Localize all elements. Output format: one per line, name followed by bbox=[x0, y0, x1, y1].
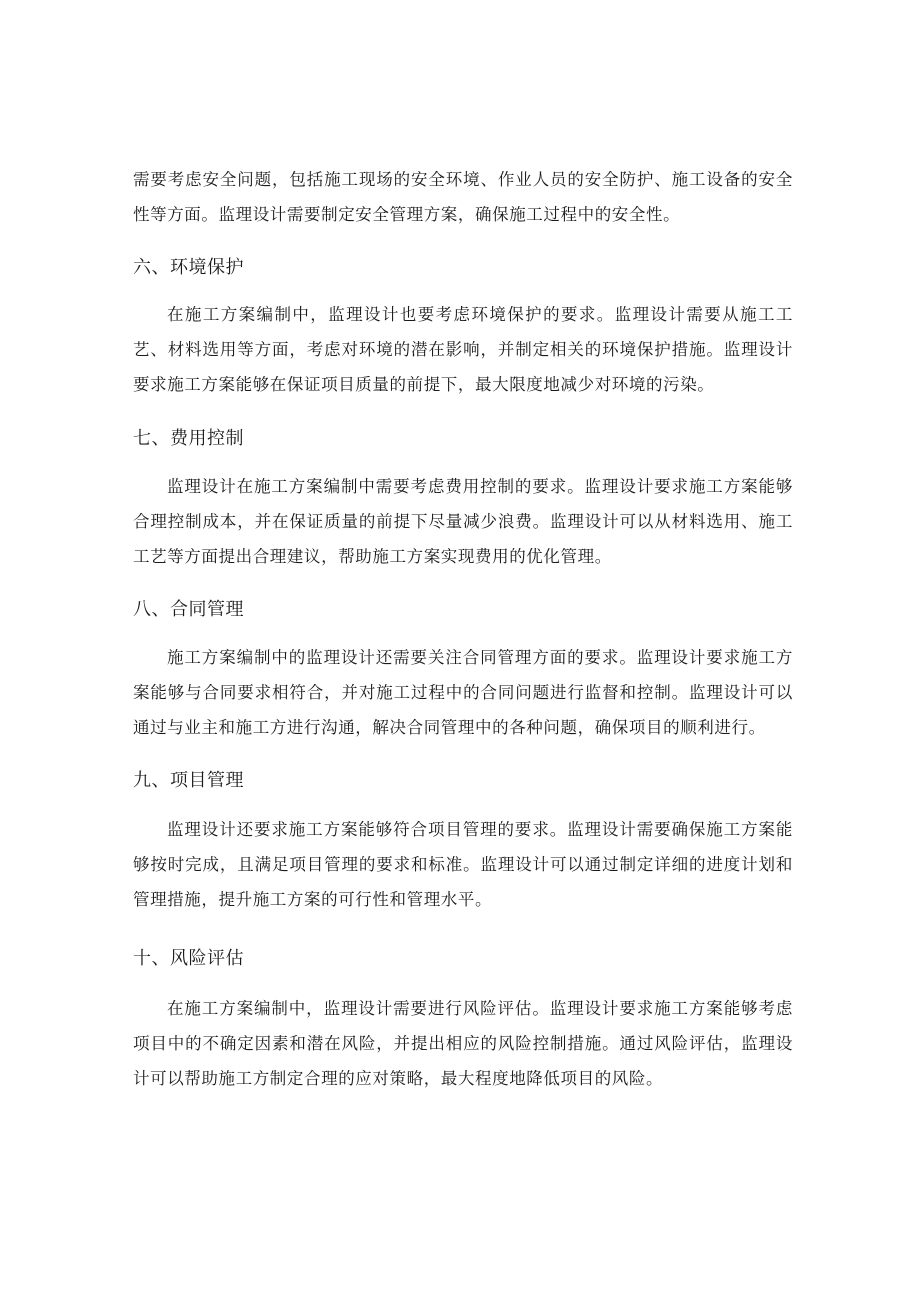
heading-project-management: 九、项目管理 bbox=[133, 770, 244, 791]
heading-contract-management: 八、合同管理 bbox=[133, 599, 244, 620]
heading-environment-protection: 六、环境保护 bbox=[133, 257, 244, 278]
paragraph-project-management: 监理设计还要求施工方案能够符合项目管理的要求。监理设计需要确保施工方案能够按时完成，且满足项目管理的要求和标准。监理设计可以通过制定详细的进度计划和管理措施，提升施工方案的可行性和管理水平。 bbox=[133, 820, 793, 909]
paragraph-environment-protection: 在施工方案编制中，监理设计也要考虑环境保护的要求。监理设计需要从施工工艺、材料选用等方面，考虑对环境的潜在影响，并制定相关的环境保护措施。监理设计要求施工方案能够在保证项目质量的前提下，最大限度地减少对环境的污染。 bbox=[133, 305, 793, 394]
paragraph-cost-control: 监理设计在施工方案编制中需要考虑费用控制的要求。监理设计要求施工方案能够合理控制成本，并在保证质量的前提下尽量减少浪费。监理设计可以从材料选用、施工工艺等方面提出合理建议，帮助施工方案实现费用的优化管理。 bbox=[133, 477, 793, 566]
heading-risk-assessment: 十、风险评估 bbox=[133, 948, 244, 969]
heading-cost-control: 七、费用控制 bbox=[133, 428, 244, 449]
paragraph-safety-continued: 需要考虑安全问题，包括施工现场的安全环境、作业人员的安全防护、施工设备的安全性等方面。监理设计需要制定安全管理方案，确保施工过程中的安全性。 bbox=[133, 170, 793, 224]
paragraph-contract-management: 施工方案编制中的监理设计还需要关注合同管理方面的要求。监理设计要求施工方案能够与合同要求相符合，并对施工过程中的合同问题进行监督和控制。监理设计可以通过与业主和施工方进行沟通，解决合同管理中的各种问题，确保项目的顺利进行。 bbox=[133, 648, 793, 737]
paragraph-risk-assessment: 在施工方案编制中，监理设计需要进行风险评估。监理设计要求施工方案能够考虑项目中的不确定因素和潜在风险，并提出相应的风险控制措施。通过风险评估，监理设计可以帮助施工方制定合理的应对策略，最大程度地降低项目的风险。 bbox=[133, 999, 793, 1088]
